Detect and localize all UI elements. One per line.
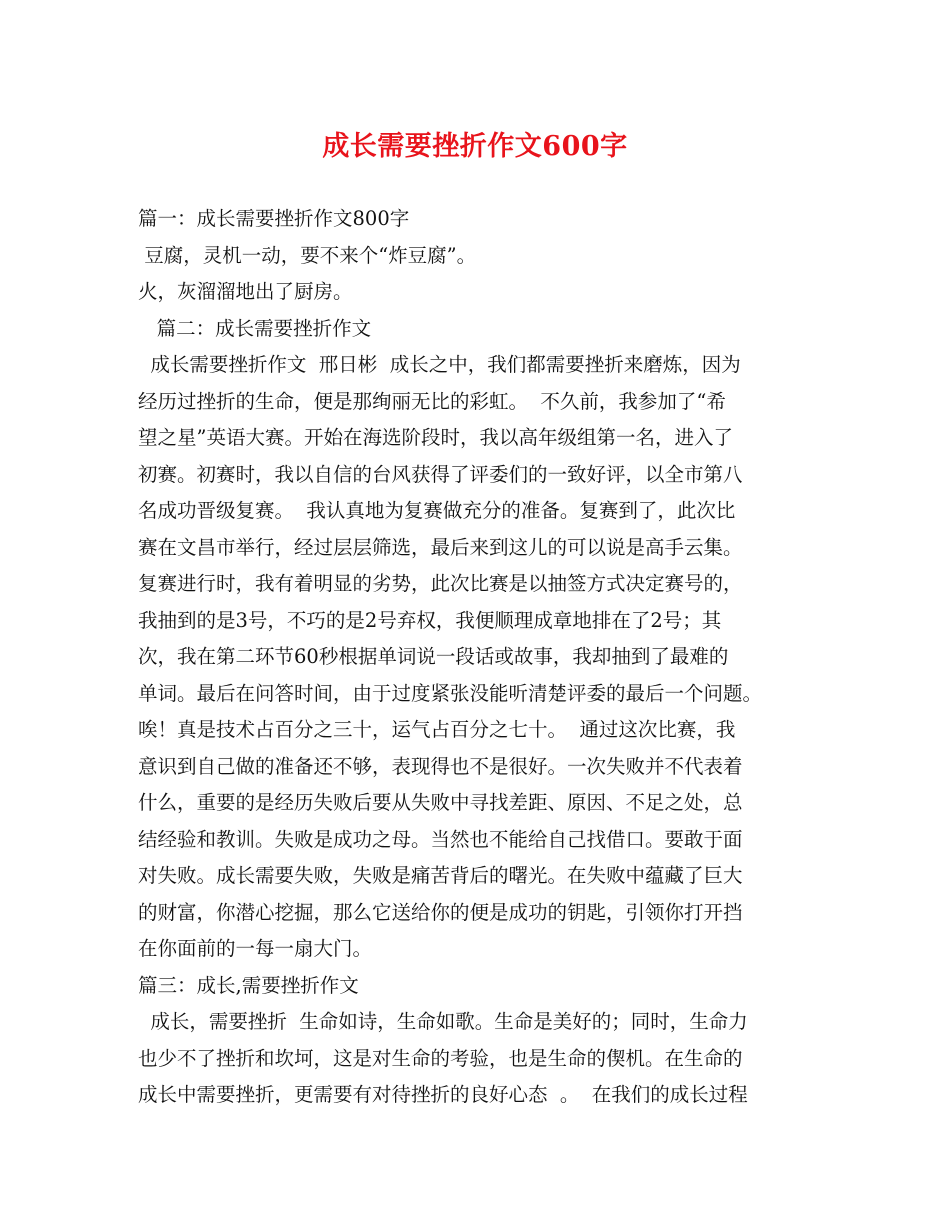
text-line: 赛在文昌市举行，经过层层筛选，最后来到这儿的可以说是高手云集。 <box>138 535 743 559</box>
text-line: 次，我在第二环节60秒根据单词说一段话或故事，我却抽到了最难的 <box>138 645 729 668</box>
document-title: 成长需要挫折作文600字 <box>322 131 628 162</box>
text-line: 篇一：成长需要挫折作文800字 <box>138 207 410 230</box>
text-line: 唉！真是技术占百分之三十，运气占百分之七十。 通过这次比赛，我 <box>138 718 736 741</box>
text-line: 篇三：成长,需要挫折作文 <box>138 973 359 997</box>
text-line: 也少不了挫折和坎坷，这是对生命的考验，也是生命的偰机。在生命的 <box>138 1046 743 1070</box>
text-line: 我抽到的是3号，不巧的是2号弃权，我便顺理成章地排在了2号；其 <box>138 608 722 632</box>
text-line: 望之星”英语大赛。开始在海选阶段时，我以高年级组第一名，进入了 <box>138 426 733 449</box>
text-line: 豆腐，灵机一动，要不来个“炸豆腐”。 <box>138 243 477 267</box>
text-line: 初赛。初赛时，我以自信的台风获得了评委们的一致好评，以全市第八 <box>138 462 743 486</box>
text-line: 成长需要挫折作文 邢日彬 成长之中，我们都需要挫折来磨炼，因为 <box>138 353 741 376</box>
text-line: 名成功晋级复赛。 我认真地为复赛做充分的准备。复赛到了，此次比 <box>138 499 736 522</box>
text-line: 篇二：成长需要挫折作文 <box>138 316 372 340</box>
text-line: 结经验和教训。失败是成功之母。当然也不能给自己找借口。要敢于面 <box>138 827 743 851</box>
text-line: 经历过挫折的生命，便是那绚丽无比的彩虹。 不久前，我参加了“希 <box>138 389 726 413</box>
text-line: 意识到自己做的准备还不够，表现得也不是很好。一次失败并不代表着 <box>138 754 743 778</box>
text-line: 成长中需要挫折，更需要有对待挫折的良好心态 。 在我们的成长过程 <box>138 1083 748 1106</box>
text-line: 的财富，你潜心挖掘，那么它送给你的便是成功的钥匙，引领你打开挡 <box>138 900 743 924</box>
text-line: 什么，重要的是经历失败后要从失败中寻找差距、原因、不足之处，总 <box>138 791 743 814</box>
text-line: 火，灰溜溜地出了厨房。 <box>138 280 353 303</box>
text-line: 复赛进行时，我有着明显的劣势，此次比赛是以抽签方式决定赛号的， <box>138 572 743 595</box>
document-body <box>138 201 828 1114</box>
text-line: 对失败。成长需要失败，失败是痛苦背后的曙光。在失败中蕴藏了巨大 <box>138 864 743 887</box>
text-line: 单词。最后在问答时间，由于过度紧张没能听清楚评委的最后一个问题。 <box>138 681 763 705</box>
text-line: 在你面前的一每一扇大门。 <box>138 937 373 960</box>
text-line: 成长，需要挫折 生命如诗，生命如歌。生命是美好的；同时，生命力 <box>138 1010 748 1033</box>
